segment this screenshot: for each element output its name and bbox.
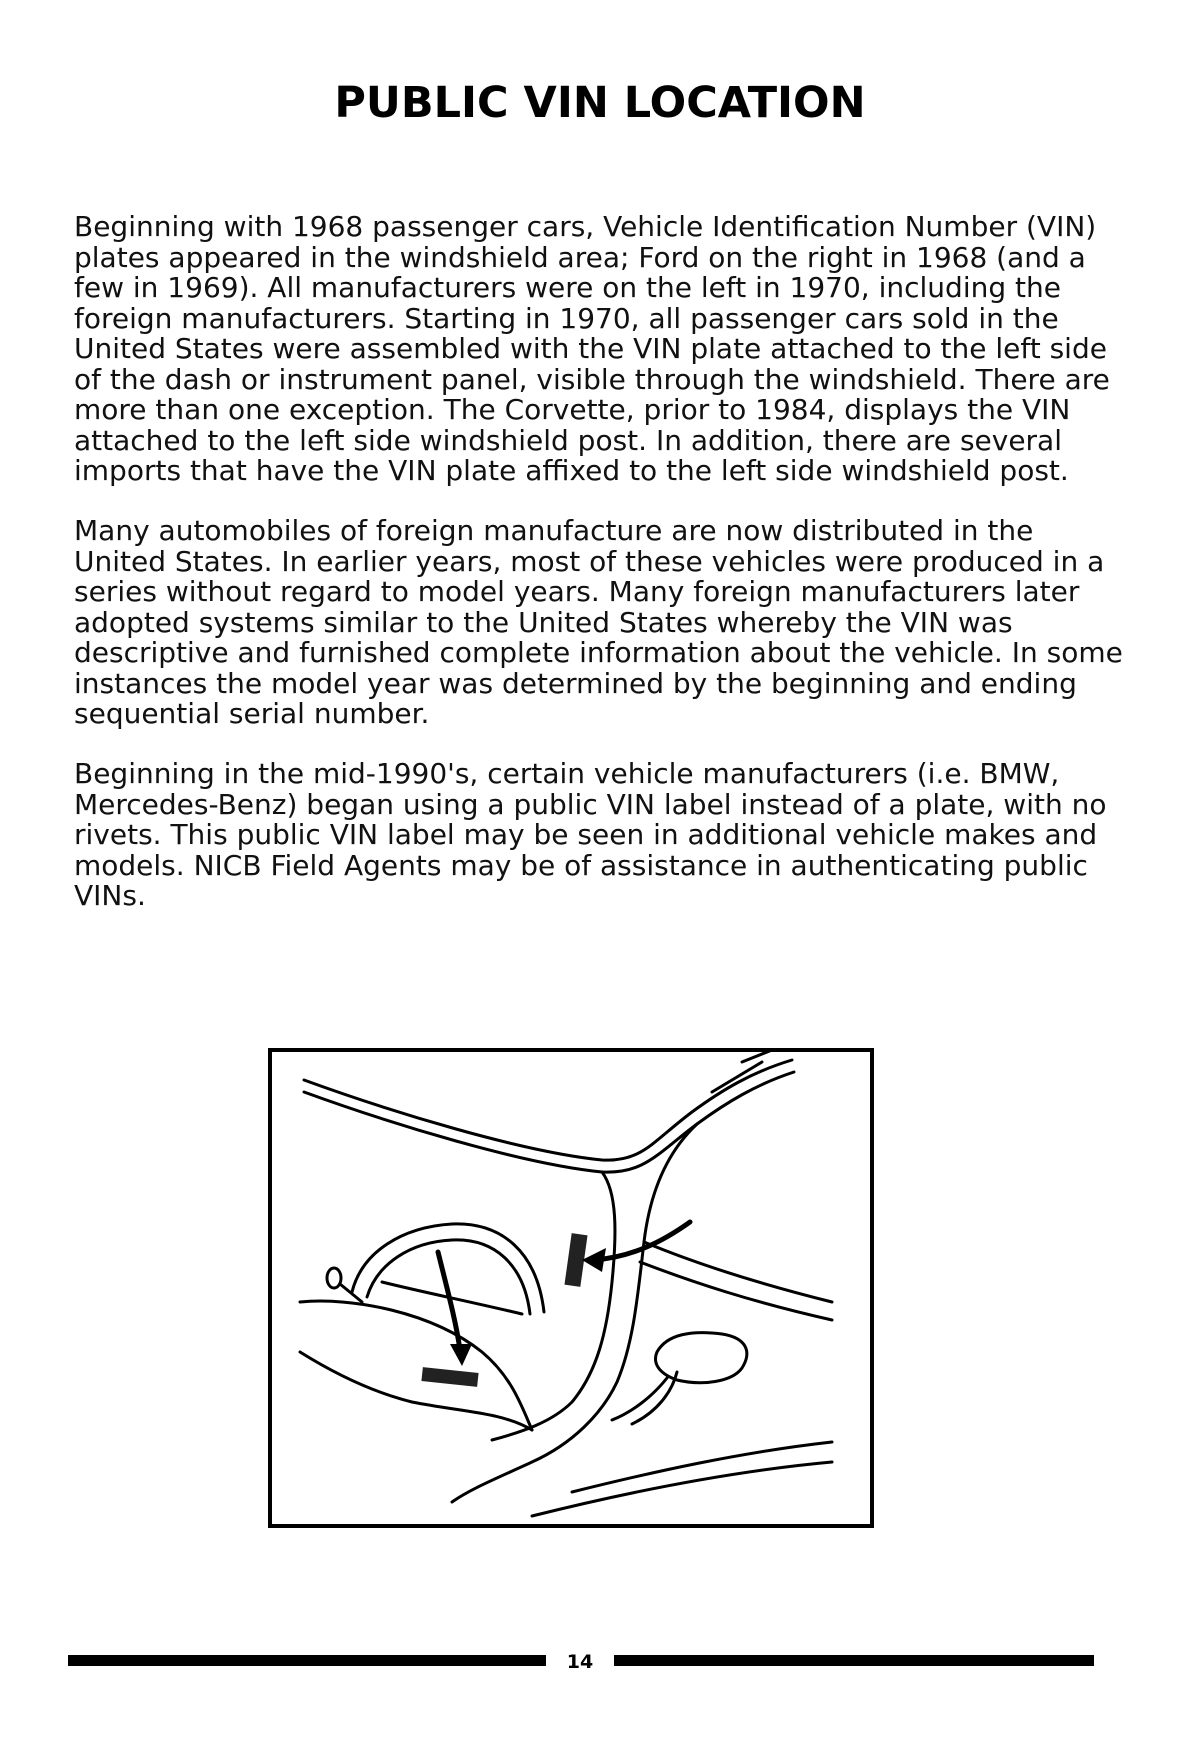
arrow-to-dash xyxy=(438,1252,460,1350)
arrow-head-pillar xyxy=(582,1248,606,1272)
vin-plate-dash xyxy=(421,1367,478,1387)
windshield-vin-location-drawing xyxy=(272,1052,870,1524)
paragraph-vin-history: Beginning with 1968 passenger cars, Vehicle Identification Number (VIN) plates appeared in the windshield area; Ford on the right in 1968 (and a few in 1969). All manufacturers were on the left in 1970, including the foreign manufacturers. Starting in 1970, all passenger cars sold in the United States were assembled with the VIN plate attached to the left side of the dash or instrument panel, visible through the windshield. There are more than one exception. The Corvette, prior to 1984, displays the VIN attached to the left side windshield post. In addition, there are several imports that have the VIN plate affixed to the left side windshield post. xyxy=(74,210,1110,487)
windshield-vin-illustration xyxy=(268,1048,874,1528)
footer-rule-right xyxy=(614,1655,1094,1666)
dash-top-curve xyxy=(300,1301,532,1430)
door-top-line-inner xyxy=(640,1262,832,1320)
door-top-line xyxy=(644,1242,832,1302)
mirror-arm-inner xyxy=(612,1378,667,1420)
knob-stem xyxy=(340,1284,362,1302)
mirror-arm xyxy=(632,1372,677,1424)
a-pillar-right-edge xyxy=(452,1124,697,1502)
paragraph-public-vin-label: Beginning in the mid-1990's, certain vehicle manufacturers (i.e. BMW, Mercedes-Benz) began using a public VIN label instead of a plate, with no rivets. This public VIN label may be seen in additional vehicle makes and models. NICB Field Agents may be of assistance in authenticating public VINs. xyxy=(74,757,1107,912)
paragraph-foreign-manufacture: Many automobiles of foreign manufacture are now distributed in the United States. In earlier years, most of these vehicles were produced in a series without regard to model years. Many foreign manufacturers later adopted systems similar to the United States whereby the VIN was descriptive and furnished complete information about the vehicle. In some instances the model year was determined by the beginning and ending sequential serial number. xyxy=(74,514,1123,730)
hatch-line xyxy=(742,1052,792,1062)
a-pillar-left-edge xyxy=(492,1172,615,1440)
side-mirror xyxy=(656,1333,747,1383)
lower-body-line-2 xyxy=(532,1462,832,1516)
page-title: PUBLIC VIN LOCATION xyxy=(334,78,866,128)
page-number: 14 xyxy=(566,1651,594,1673)
footer-rule-left xyxy=(68,1655,546,1666)
dash-lower-curve xyxy=(300,1352,532,1430)
arrow-head-dash xyxy=(450,1344,472,1366)
